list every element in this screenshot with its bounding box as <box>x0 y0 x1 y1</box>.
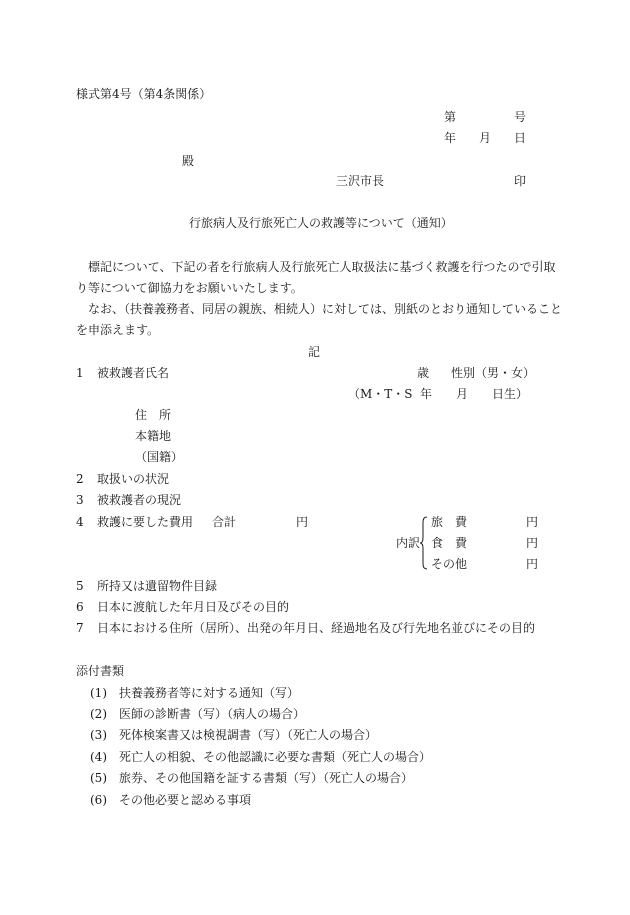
addressee-suffix: 殿 <box>182 154 195 168</box>
item-1-sex: 性別（男・女） <box>451 366 536 380</box>
ki-heading: 記 <box>308 345 321 359</box>
item-1-year: 年 <box>420 387 433 401</box>
attachment-4-text: 死亡人の相貌、その他認識に必要な書類（死亡人の場合） <box>119 750 432 764</box>
date-day-label: 日 <box>514 131 527 145</box>
item-2-number: 2 <box>76 472 84 486</box>
item-1-nationality: （国籍） <box>135 450 184 464</box>
item-4-other-yen: 円 <box>526 557 539 571</box>
item-7-label: 日本における住所（居所）、出発の年月日、経過地名及び行先地名並びにその目的 <box>97 621 536 635</box>
item-7-number: 7 <box>76 621 84 635</box>
doc-number-prefix: 第 <box>444 110 457 124</box>
item-4-food-label: 食 費 <box>431 536 468 550</box>
item-1-domicile: 本籍地 <box>135 429 172 443</box>
item-3-label: 被救護者の現況 <box>97 493 182 507</box>
date-month-label: 月 <box>479 131 492 145</box>
item-5-label: 所持又は遺留物件目録 <box>97 579 218 593</box>
item-6-label: 日本に渡航した年月日及びその目的 <box>97 600 290 614</box>
item-4-label: 救護に要した費用 <box>97 515 194 529</box>
item-1-label: 被救護者氏名 <box>97 366 170 380</box>
item-4-breakdown-label: 内訳 <box>396 536 421 550</box>
item-1-month: 月 <box>456 387 469 401</box>
attachment-1-text: 扶養義務者等に対する通知（写） <box>119 686 300 700</box>
breakdown-brace <box>420 516 428 570</box>
item-1-address: 住 所 <box>135 408 172 422</box>
attachment-4-number: (4) <box>90 750 107 764</box>
item-4-number: 4 <box>76 515 84 529</box>
item-3-number: 3 <box>76 493 84 507</box>
attachment-6-number: (6) <box>90 793 107 807</box>
item-5-number: 5 <box>76 579 84 593</box>
document-title: 行旅病人及行旅死亡人の救護等について（通知） <box>189 216 453 230</box>
item-1-number: 1 <box>76 366 84 380</box>
attachment-2-text: 医師の診断書（写）（病人の場合） <box>119 707 306 721</box>
item-4-total-yen: 円 <box>296 515 309 529</box>
paragraph-1-line-1: 標記について、下記の者を行旅病人及行旅死亡人取扱法に基づく救護を行つたので引取 <box>88 260 556 274</box>
attachment-6-text: その他必要と認める事項 <box>119 793 252 807</box>
attachment-1-number: (1) <box>90 686 107 700</box>
item-4-other-label: その他 <box>431 557 468 571</box>
item-4-total-label: 合計 <box>212 515 237 529</box>
item-6-number: 6 <box>76 600 84 614</box>
attachment-5-text: 旅券、その他国籍を証する書類（写）（死亡人の場合） <box>119 771 414 785</box>
date-year-label: 年 <box>444 131 457 145</box>
attachment-5-number: (5) <box>90 771 107 785</box>
attachments-heading: 添付書類 <box>76 664 125 678</box>
item-4-travel-label: 旅 費 <box>431 515 468 529</box>
issuer-name: 三沢市長 <box>336 174 385 188</box>
item-4-food-yen: 円 <box>526 536 539 550</box>
form-number-label: 様式第4号（第4条関係） <box>76 87 212 101</box>
paragraph-1-line-2: り等について御協力をお願いいたします。 <box>76 281 303 295</box>
item-1-born: 日生） <box>492 387 529 401</box>
attachment-3-number: (3) <box>90 728 107 742</box>
paragraph-2-line-1: なお、（扶養義務者、同居の親族、相続人）に対しては、別紙のとおり通知していること <box>88 302 563 316</box>
doc-number-suffix: 号 <box>514 110 527 124</box>
item-2-label: 取扱いの状況 <box>97 472 170 486</box>
item-1-era: （M・T・S <box>348 387 413 401</box>
item-4-travel-yen: 円 <box>526 515 539 529</box>
paragraph-2-line-2: を申添えます。 <box>76 323 160 337</box>
item-1-age: 歳 <box>417 366 430 380</box>
attachment-2-number: (2) <box>90 707 107 721</box>
seal-mark: 印 <box>514 174 527 188</box>
attachment-3-text: 死体検案書又は検視調書（写）（死亡人の場合） <box>119 728 378 742</box>
